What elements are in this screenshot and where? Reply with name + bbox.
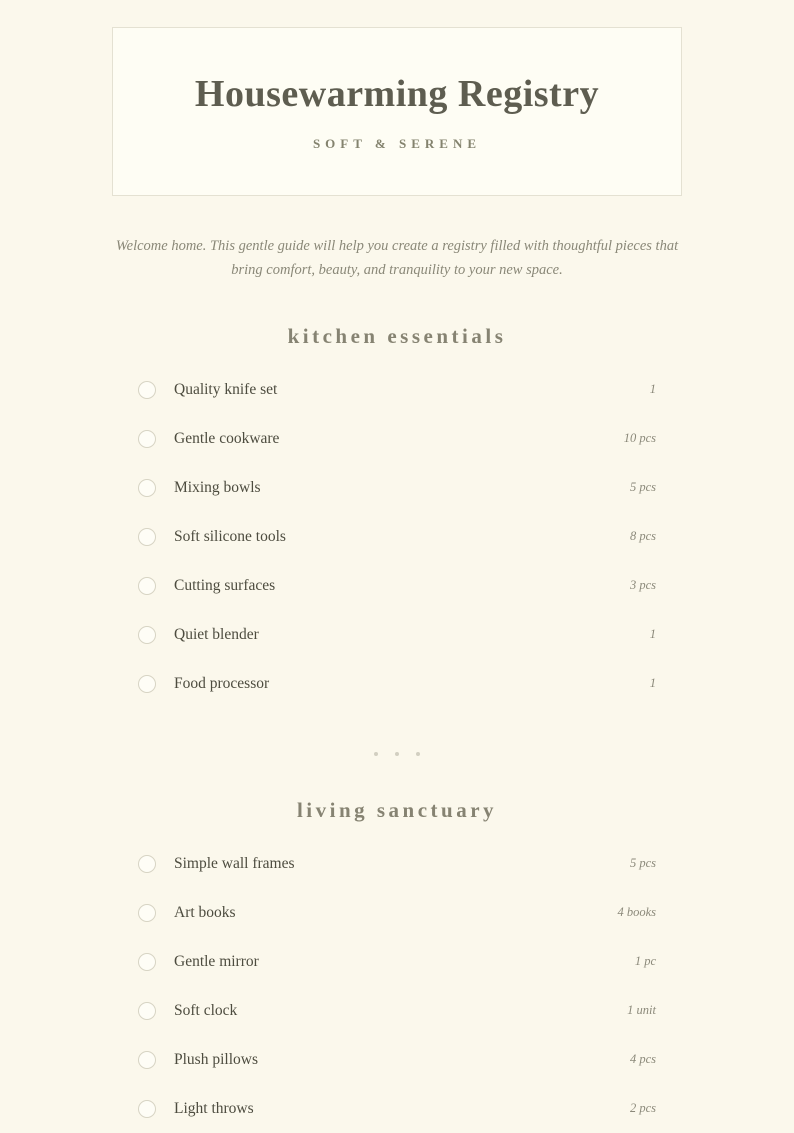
list-item [112, 610, 682, 659]
item-label: Plush pillows [174, 1050, 258, 1068]
page-title: Housewarming Registry [194, 72, 600, 115]
list-item [112, 414, 682, 463]
item-quantity: 1 [649, 676, 656, 690]
item-label: Art books [174, 903, 236, 921]
item-label: Soft silicone tools [174, 527, 286, 545]
section-heading: living sanctuary [296, 798, 498, 822]
item-quantity: 5 pcs [629, 856, 656, 870]
item-checkbox[interactable] [138, 855, 156, 873]
item-quantity: 1 [649, 627, 656, 641]
list-item [112, 1084, 682, 1133]
header-card [112, 27, 682, 196]
item-checkbox[interactable] [138, 626, 156, 644]
item-quantity: 2 pcs [629, 1101, 656, 1115]
item-checkbox[interactable] [138, 1051, 156, 1069]
divider-dot [416, 752, 420, 756]
item-quantity: 1 pc [634, 954, 656, 968]
item-label: Simple wall frames [174, 854, 295, 872]
list-item [112, 659, 682, 708]
item-list [112, 365, 682, 708]
list-item [112, 512, 682, 561]
item-quantity: 5 pcs [629, 480, 656, 494]
section-heading: kitchen essentials [287, 324, 507, 348]
sections-container [112, 324, 682, 1133]
list-item [112, 839, 682, 888]
item-label: Mixing bowls [174, 478, 261, 496]
item-quantity: 10 pcs [623, 431, 656, 445]
item-label: Quality knife set [174, 380, 278, 398]
divider-dot [374, 752, 378, 756]
item-label: Quiet blender [174, 625, 259, 643]
item-checkbox[interactable] [138, 479, 156, 497]
list-item [112, 463, 682, 512]
item-label: Gentle cookware [174, 429, 280, 447]
item-checkbox[interactable] [138, 381, 156, 399]
item-label: Light throws [174, 1099, 254, 1117]
item-checkbox[interactable] [138, 1002, 156, 1020]
section-divider [112, 752, 682, 756]
item-list [112, 839, 682, 1133]
item-label: Cutting surfaces [174, 576, 276, 594]
item-quantity: 4 pcs [629, 1052, 656, 1066]
item-checkbox[interactable] [138, 953, 156, 971]
item-label: Food processor [174, 674, 270, 692]
item-quantity: 1 [649, 382, 656, 396]
item-label: Soft clock [174, 1001, 238, 1019]
item-quantity: 3 pcs [629, 578, 656, 592]
registry-page [112, 0, 682, 1133]
welcome-text: Welcome home. This gentle guide will help you create a registry filled with thoughtful pieces that bring comfort, beauty, and tranquility to your new space. [115, 238, 679, 278]
item-checkbox[interactable] [138, 577, 156, 595]
item-checkbox[interactable] [138, 904, 156, 922]
item-checkbox[interactable] [138, 675, 156, 693]
list-item [112, 888, 682, 937]
item-checkbox[interactable] [138, 430, 156, 448]
divider-dot [395, 752, 399, 756]
item-checkbox[interactable] [138, 528, 156, 546]
item-label: Gentle mirror [174, 952, 259, 970]
list-item [112, 937, 682, 986]
item-quantity: 1 unit [627, 1003, 656, 1017]
page-subtitle: SOFT & SERENE [312, 135, 482, 151]
list-item [112, 1035, 682, 1084]
item-checkbox[interactable] [138, 1100, 156, 1118]
item-quantity: 8 pcs [629, 529, 656, 543]
list-item [112, 561, 682, 610]
item-quantity: 4 books [617, 905, 656, 919]
list-item [112, 986, 682, 1035]
list-item [112, 365, 682, 414]
